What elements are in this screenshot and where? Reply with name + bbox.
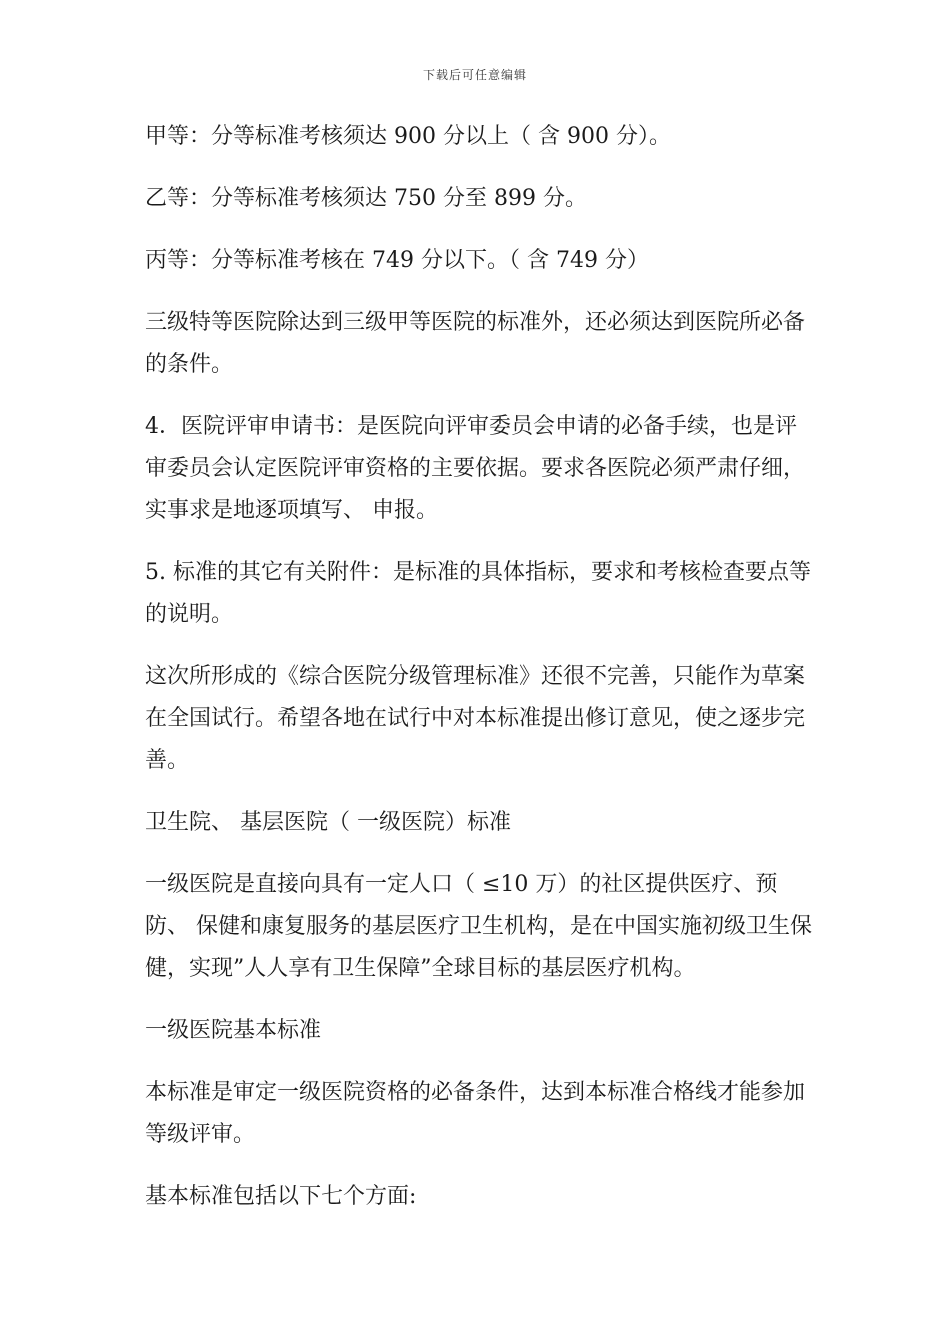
section-heading-basic-standard: 一级医院基本标准: [145, 1018, 322, 1043]
paragraph-special-grade: 三级特等医院除达到三级甲等医院的标准外，还必须达到医院所必备的条件。: [145, 310, 806, 377]
document-body: [145, 116, 815, 1238]
paragraph-attachments: 5. 标准的其它有关附件：是标准的具体指标，要求和考核检查要点等的说明。: [145, 560, 811, 627]
paragraph-grade-a: 甲等：分等标准考核须达 900 分以上（ 含 900 分）。: [145, 124, 671, 149]
paragraph-grade-b: 乙等：分等标准考核须达 750 分至 899 分。: [145, 186, 587, 211]
page-header-note: 下载后可任意编辑: [422, 68, 527, 82]
paragraph-basic-standard-desc: 本标准是审定一级医院资格的必备条件，达到本标准合格线才能参加等级评审。: [145, 1080, 806, 1147]
paragraph-primary-hospital-definition: 一级医院是直接向具有一定人口（ ≤10 万）的社区提供医疗、预防、 保健和康复服务的基层医疗卫生机构，是在中国实施初级卫生保健，实现”人人享有卫生保障”全球目标的基层医疗机构。: [145, 872, 812, 981]
section-heading-primary-hospital: 卫生院、 基层医院（ 一级医院）标准: [145, 810, 511, 835]
paragraph-grade-c: 丙等：分等标准考核在 749 分以下。（ 含 749 分）: [145, 248, 649, 273]
paragraph-trial-note: 这次所形成的《综合医院分级管理标准》还很不完善，只能作为草案在全国试行。希望各地在试行中对本标准提出修订意见，使之逐步完善。: [145, 664, 806, 773]
paragraph-application-form: 4．医院评审申请书：是医院向评审委员会申请的必备手续，也是评审委员会认定医院评审资格的主要依据。要求各医院必须严肃仔细，实事求是地逐项填写、 申报。: [145, 414, 806, 523]
paragraph-seven-aspects: 基本标准包括以下七个方面:: [145, 1184, 417, 1209]
